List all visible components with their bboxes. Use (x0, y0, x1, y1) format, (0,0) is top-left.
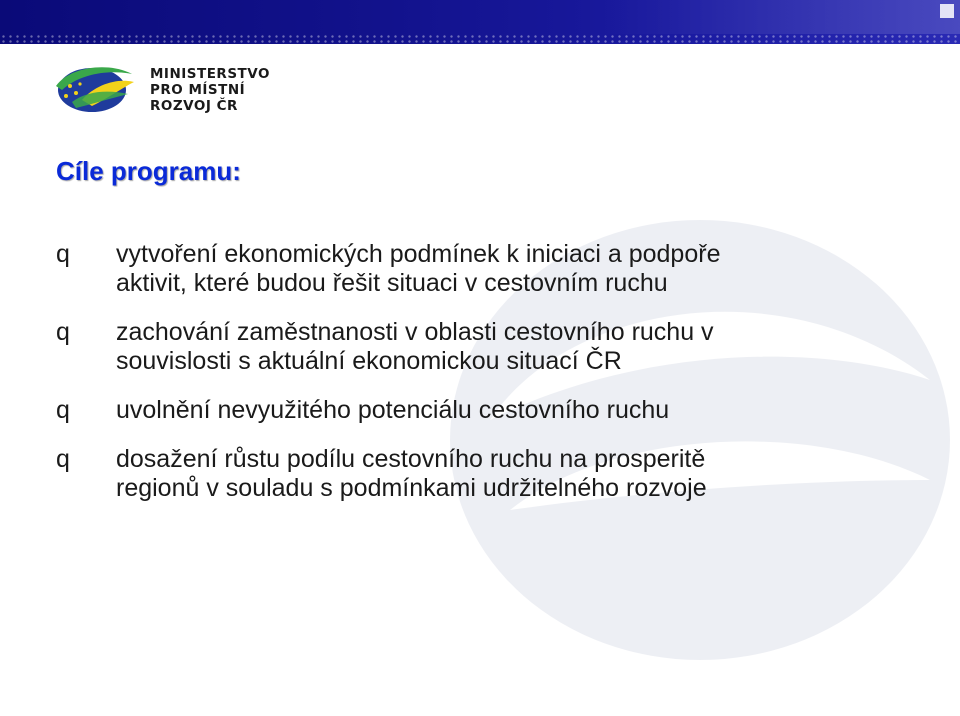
bullet-marker-icon: q (56, 396, 70, 424)
goals-list (56, 240, 936, 523)
goal-item-4 (56, 445, 936, 503)
header-dot-pattern (0, 34, 960, 44)
slide-title: Cíle programu: (56, 156, 241, 186)
corner-square (940, 4, 954, 18)
bullet-marker-icon: q (56, 318, 70, 346)
goal-1-line-2: aktivit, které budou řešit situaci v cestovním ruchu (116, 269, 668, 297)
goal-2-line-1: zachování zaměstnanosti v oblasti cestovního ruchu v (116, 318, 714, 346)
header-band (0, 0, 960, 44)
ministry-logo-icon (52, 60, 136, 116)
goal-item-2 (56, 318, 936, 376)
logo-line-1: MINISTERSTVO (150, 66, 270, 82)
logo-line-3: ROZVOJ ČR (150, 98, 238, 114)
bullet-marker-icon: q (56, 240, 70, 268)
goal-item-3 (56, 396, 936, 425)
goal-item-1 (56, 240, 936, 298)
logo-line-2: PRO MÍSTNÍ (150, 82, 246, 98)
goal-4-line-1: dosažení růstu podílu cestovního ruchu na prosperitě (116, 445, 706, 473)
goal-2-line-2: souvislosti s aktuální ekonomickou situací ČR (116, 347, 622, 375)
ministry-logo-text (150, 66, 270, 114)
header-band-highlight (600, 0, 960, 34)
goal-4-line-2: regionů v souladu s podmínkami udržitelného rozvoje (116, 474, 707, 502)
goal-1-line-1: vytvoření ekonomických podmínek k iniciaci a podpoře (116, 240, 721, 268)
goal-3-line-1: uvolnění nevyužitého potenciálu cestovního ruchu (116, 396, 670, 424)
bullet-marker-icon: q (56, 445, 70, 473)
